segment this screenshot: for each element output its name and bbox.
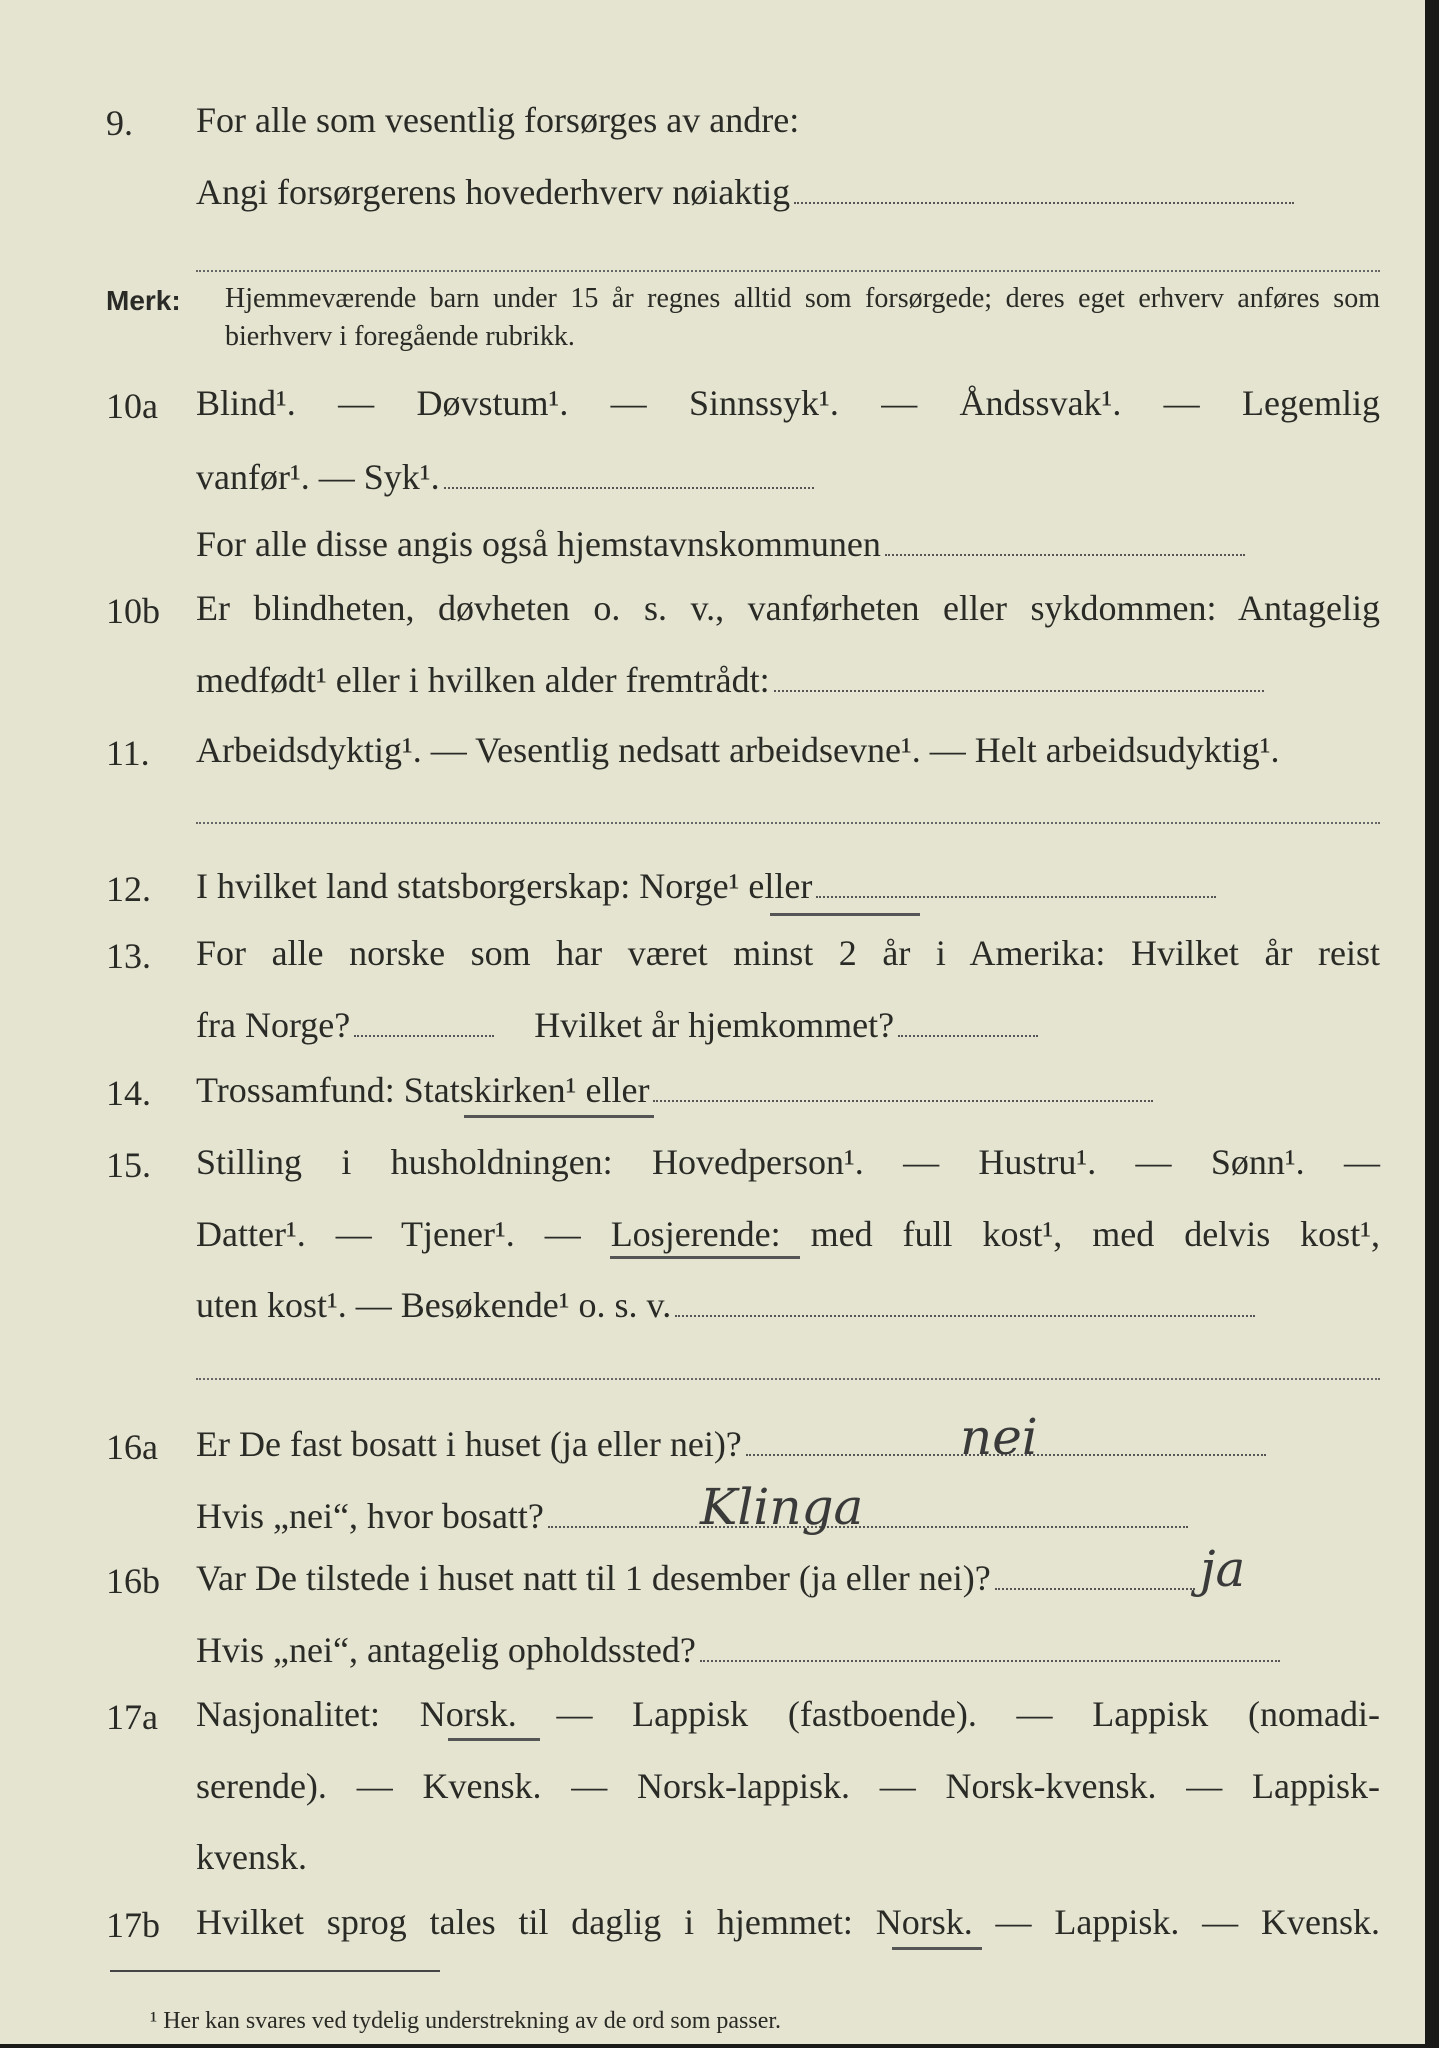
q11-answer-line[interactable] xyxy=(196,822,1380,824)
q15-line2: Datter¹. — Tjener¹. — Losjerende: med full kost¹, med delvis kost¹, xyxy=(196,1214,1380,1254)
q12-line1-text: I hvilket land statsborgerskap: Norge¹ eller xyxy=(196,866,813,906)
q15-number: 15. xyxy=(106,1145,151,1185)
q10a-number: 10a xyxy=(106,386,158,426)
q17a-number: 17a xyxy=(106,1697,158,1737)
q16b-opholdssted-field[interactable] xyxy=(700,1660,1280,1662)
q11-number: 11. xyxy=(106,733,150,773)
q13-line1: For alle norske som har været minst 2 år i Amerika: Hvilket år reist xyxy=(196,933,1380,973)
q10a-line2-text: vanfør¹. — Syk¹. xyxy=(196,457,440,497)
q10a-line1: Blind¹. — Døvstum¹. — Sinnssyk¹. — Åndssvak¹. — Legemlig xyxy=(196,383,1380,423)
q15-line3 xyxy=(196,1283,1380,1327)
q15-answer-line2[interactable] xyxy=(196,1378,1380,1380)
q10a-answer-field[interactable] xyxy=(444,487,814,489)
q13-number: 13. xyxy=(106,936,151,976)
q10b-number: 10b xyxy=(106,591,160,631)
q16b-answer-handwriting: ja xyxy=(1200,1540,1246,1598)
q16b-line1-text: Var De tilstede i huset natt til 1 desember (ja eller nei)? xyxy=(196,1558,991,1598)
q9-line1: For alle som vesentlig forsørges av andre: xyxy=(196,100,800,140)
q16b-answer-field[interactable] xyxy=(995,1588,1195,1590)
q14-number: 14. xyxy=(106,1073,151,1113)
q12-line1 xyxy=(196,864,1380,908)
q9-line2-text: Angi forsørgerens hovederhverv nøiaktig xyxy=(196,172,791,212)
q10a-line3 xyxy=(196,522,1380,566)
q17b-number: 17b xyxy=(106,1905,160,1945)
q10a-line2 xyxy=(196,455,1380,499)
q9-line2 xyxy=(196,170,1380,214)
q9-number: 9. xyxy=(106,103,133,143)
q13-line2 xyxy=(196,1003,1380,1047)
q16a-bosatt-handwriting: Klinga xyxy=(700,1478,864,1536)
q16a-line1 xyxy=(196,1422,1380,1466)
q14-answer-field[interactable] xyxy=(653,1100,1153,1102)
q16a-bosatt-field[interactable] xyxy=(548,1526,1188,1528)
q16b-line2 xyxy=(196,1628,1380,1672)
q17a-line2: serende). — Kvensk. — Norsk-lappisk. — Norsk-kvensk. — Lappisk- xyxy=(196,1766,1380,1806)
q16a-answer-handwriting: nei xyxy=(960,1408,1038,1466)
q10b-line2-text: medfødt¹ eller i hvilken alder fremtrådt: xyxy=(196,660,770,700)
q13-line2a-text: fra Norge? xyxy=(196,1005,351,1045)
q15-answer-field[interactable] xyxy=(675,1315,1255,1317)
q10b-line1: Er blindheten, døvheten o. s. v., vanførheten eller sykdommen: Antagelig xyxy=(196,588,1380,628)
merk-text: Hjemmeværende barn under 15 år regnes alltid som forsørgede; deres eget erhverv anføres som bierhverv i foregående rubrikk. xyxy=(225,283,1380,352)
q10a-hjemstavn-field[interactable] xyxy=(885,554,1245,556)
q13-line2b-text: Hvilket år hjemkommet? xyxy=(534,1005,895,1045)
q12-answer-field[interactable] xyxy=(816,896,1216,898)
q12-number: 12. xyxy=(106,869,151,909)
q15-line1: Stilling i husholdningen: Hovedperson¹. — Hustru¹. — Sønn¹. — xyxy=(196,1142,1380,1182)
q15-line3-text: uten kost¹. — Besøkende¹ o. s. v. xyxy=(196,1285,672,1325)
q17a-line1: Nasjonalitet: Norsk. — Lappisk (fastboende). — Lappisk (nomadi- xyxy=(196,1694,1380,1734)
q10b-answer-field[interactable] xyxy=(774,690,1264,692)
q16b-number: 16b xyxy=(106,1561,160,1601)
q10a-line3-text: For alle disse angis også hjemstavnskommunen xyxy=(196,524,881,564)
q16a-line1-text: Er De fast bosatt i huset (ja eller nei)? xyxy=(196,1424,742,1464)
statskirken-underline xyxy=(464,1115,654,1118)
q10b-line2 xyxy=(196,658,1380,702)
norsk-language-underline xyxy=(892,1947,982,1950)
footnote-rule xyxy=(110,1970,440,1972)
q9-answer-line2[interactable] xyxy=(196,270,1380,272)
q17b-line1: Hvilket sprog tales til daglig i hjemmet: Norsk. — Lappisk. — Kvensk. xyxy=(196,1902,1380,1942)
q9-answer-field[interactable] xyxy=(794,202,1294,204)
q13-hjemkommet-field[interactable] xyxy=(898,1035,1038,1037)
q16a-number: 16a xyxy=(106,1427,158,1467)
q13-reist-field[interactable] xyxy=(354,1035,494,1037)
q16b-line2-text: Hvis „nei“, antagelig opholdssted? xyxy=(196,1630,696,1670)
q16a-line2-text: Hvis „nei“, hvor bosatt? xyxy=(196,1496,544,1536)
norge-underline xyxy=(770,913,920,916)
losjerende-underline xyxy=(610,1256,800,1259)
q14-line1-text: Trossamfund: Statskirken¹ eller xyxy=(196,1070,650,1110)
footnote: ¹ Her kan svares ved tydelig understrekning av de ord som passer. xyxy=(150,2008,782,2034)
q11-line1: Arbeidsdyktig¹. — Vesentlig nedsatt arbeidsevne¹. — Helt arbeidsudyktig¹. xyxy=(196,730,1280,770)
merk-label: Merk: xyxy=(106,285,181,316)
q14-line1 xyxy=(196,1068,1380,1112)
q17a-line3: kvensk. xyxy=(196,1837,307,1877)
norsk-underline xyxy=(448,1738,540,1741)
